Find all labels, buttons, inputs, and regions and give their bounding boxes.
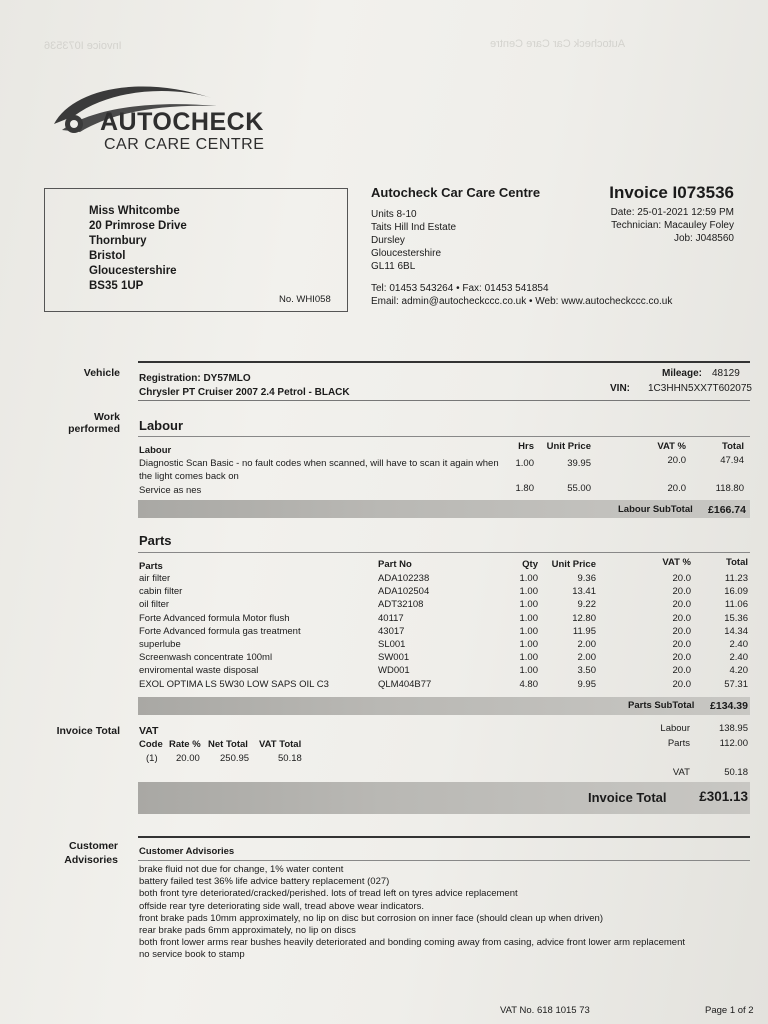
part-number: ADT32108 (378, 599, 424, 611)
logo-subtitle: CAR CARE CENTRE (104, 136, 265, 153)
part-desc: enviromental waste disposal (139, 665, 259, 677)
part-total: 2.40 (729, 639, 748, 650)
vat-row-rate: 20.00 (176, 753, 200, 764)
customer-postcode: BS35 1UP (89, 280, 144, 292)
vat-header-net: Net Total (208, 739, 248, 750)
part-unit-price: 2.00 (577, 639, 596, 650)
divider (138, 836, 750, 838)
advisory-line: battery failed test 36% life advice battery replacement (027) (139, 876, 390, 888)
part-desc: Screenwash concentrate 100ml (139, 652, 273, 664)
customer-name: Miss Whitcombe (89, 205, 180, 217)
parts-subtotal-value: £134.39 (710, 700, 748, 712)
part-number: SW001 (378, 652, 410, 664)
part-unit-price: 2.00 (577, 652, 596, 664)
labour-row-desc-cont: the light comes back on (139, 471, 239, 482)
part-vat: 20.0 (672, 652, 691, 664)
part-total: 4.20 (729, 665, 748, 677)
part-qty: 1.00 (519, 665, 538, 677)
part-desc: cabin filter (139, 586, 183, 598)
labour-row-vat: 20.0 (667, 483, 686, 494)
part-unit-price: 9.22 (577, 599, 596, 611)
parts-total-label: Parts (667, 738, 690, 749)
part-vat: 20.0 (672, 678, 691, 690)
vin-value: 1C3HHN5XX7T602075 (648, 383, 752, 394)
part-qty: 1.00 (519, 599, 538, 611)
labour-row-desc: Service as nes (139, 485, 202, 496)
part-vat: 20.0 (672, 612, 691, 624)
part-qty: 1.00 (519, 612, 538, 624)
labour-row-unit: 55.00 (567, 483, 591, 494)
labour-row-total: 47.94 (720, 455, 744, 466)
part-total: 15.36 (724, 612, 748, 624)
parts-header-partno: Part No (378, 559, 412, 570)
vin-label: VIN: (610, 383, 630, 394)
part-unit-price: 9.95 (577, 678, 596, 690)
part-unit-price: 9.36 (577, 573, 596, 584)
customer-address-line: Gloucestershire (89, 265, 177, 277)
show-through-text: Invoice I073536 (44, 40, 122, 52)
part-desc: air filter (139, 573, 171, 584)
part-vat: 20.0 (672, 639, 691, 650)
labour-header-hrs: Hrs (518, 441, 534, 452)
vat-header-vat: VAT Total (259, 739, 302, 750)
customer-address-line: Thornbury (89, 235, 147, 247)
divider (138, 860, 750, 861)
advisory-line: offside rear tyre deteriorating side wall, tread above wear indicators. (139, 900, 424, 912)
part-unit-price: 13.41 (572, 586, 596, 598)
advisory-line: rear brake pads 6mm approximately, no lip on discs (139, 925, 356, 936)
parts-subtotal-label: Parts SubTotal (628, 700, 695, 711)
company-address-line: Dursley (371, 235, 405, 246)
vehicle-label: Vehicle (83, 367, 120, 379)
parts-total-value: 112.00 (719, 738, 748, 749)
part-total: 14.34 (724, 625, 748, 637)
part-number: 40117 (378, 612, 404, 624)
part-unit-price: 3.50 (577, 665, 596, 677)
part-total: 16.09 (724, 586, 748, 598)
divider (138, 361, 750, 363)
parts-header-unit: Unit Price (551, 559, 596, 570)
part-vat: 20.0 (672, 573, 691, 584)
advisory-line: both front lower arms rear bushes heavily deteriorated and bonding coming away from casing, advice front lower arm replacement (139, 937, 685, 949)
customer-address-line: 20 Primrose Drive (89, 220, 187, 232)
part-total: 2.40 (729, 652, 748, 664)
parts-header-desc: Parts (139, 561, 163, 572)
vat-total-value: 50.18 (724, 767, 748, 778)
advisories-side-label: Advisories (64, 854, 118, 866)
invoice-total-section-label: Invoice Total (56, 725, 120, 737)
divider (138, 436, 750, 437)
labour-section-title: Labour (139, 418, 184, 433)
invoice-technician: Technician: Macauley Foley (611, 220, 734, 231)
part-desc: oil filter (139, 599, 170, 611)
work-performed-label: Work performed (68, 411, 120, 435)
labour-header-total: Total (722, 441, 744, 452)
part-unit-price: 11.95 (572, 625, 596, 637)
part-qty: 1.00 (519, 625, 538, 637)
mileage-label: Mileage: (661, 368, 702, 379)
divider (138, 552, 750, 553)
part-number: 43017 (378, 625, 405, 637)
company-address-line: Taits Hill Ind Estate (371, 222, 457, 233)
advisory-line: both front tyre deteriorated/cracked/perished. lots of tread left on tyres advice replacement (139, 888, 518, 900)
vat-header-rate: Rate % (169, 739, 201, 750)
labour-subtotal-value: £166.74 (708, 504, 746, 516)
company-name: Autocheck Car Care Centre (371, 185, 541, 200)
divider (138, 400, 750, 401)
labour-header-vat: VAT % (657, 441, 686, 452)
vat-header-code: Code (139, 739, 163, 750)
vat-title: VAT (139, 725, 159, 737)
company-contact-phone: Tel: 01453 543264 • Fax: 01453 541854 (371, 283, 549, 294)
advisories-side-label: Customer (68, 840, 118, 852)
part-total: 11.23 (724, 573, 748, 584)
customer-address-line: Bristol (89, 250, 126, 262)
part-vat: 20.0 (672, 599, 691, 611)
part-total: 57.31 (724, 678, 748, 690)
part-vat: 20.0 (672, 665, 691, 677)
vehicle-description: Chrysler PT Cruiser 2007 2.4 Petrol - BLACK (139, 387, 350, 398)
labour-row-hrs: 1.80 (515, 483, 534, 494)
labour-subtotal-label: Labour SubTotal (618, 504, 693, 515)
company-address-line: GL11 6BL (371, 261, 416, 272)
labour-row-vat: 20.0 (667, 455, 686, 466)
part-desc: superlube (139, 639, 181, 650)
parts-section-title: Parts (139, 533, 172, 548)
vat-row-code: (1) (146, 753, 158, 764)
invoice-number: Invoice I073536 (609, 183, 734, 202)
part-vat: 20.0 (672, 625, 691, 637)
company-address-line: Gloucestershire (371, 248, 442, 259)
part-number: QLM404B77 (378, 678, 432, 690)
invoice-total-value: £301.13 (699, 789, 748, 804)
parts-header-total: Total (726, 557, 748, 568)
part-number: ADA102504 (378, 586, 430, 598)
part-qty: 1.00 (519, 639, 538, 650)
company-contact-email: Email: admin@autocheckccc.co.uk • Web: www.autocheckccc.co.uk (371, 296, 673, 307)
vat-total-label: VAT (672, 767, 690, 778)
part-total: 11.06 (724, 599, 748, 611)
part-qty: 4.80 (519, 678, 538, 690)
labour-row-unit: 39.95 (567, 458, 591, 469)
advisory-line: no service book to stamp (139, 949, 245, 961)
advisory-line: brake fluid not due for change, 1% water content (139, 864, 344, 875)
labour-header-desc: Labour (139, 445, 172, 456)
labour-total-label: Labour (660, 723, 690, 734)
part-number: SL001 (378, 639, 406, 650)
labour-row-hrs: 1.00 (515, 458, 534, 469)
logo-wordmark: AUTOCHECK (100, 108, 264, 136)
invoice-job: Job: J048560 (673, 233, 734, 244)
advisory-line: front brake pads 10mm approximately, no lip on disc but corrosion on inner face (should clean up when driven) (139, 912, 603, 924)
show-through-text: Autocheck Car Care Centre (490, 38, 626, 50)
labour-row-desc: Diagnostic Scan Basic - no fault codes when scanned, will have to scan it again when (139, 458, 499, 469)
part-qty: 1.00 (519, 586, 538, 598)
invoice-total-label: Invoice Total (588, 790, 667, 805)
labour-header-unit: Unit Price (546, 441, 591, 452)
vat-number: VAT No. 618 1015 73 (500, 1005, 590, 1016)
page-number: Page 1 of 2 (705, 1005, 754, 1016)
part-vat: 20.0 (672, 586, 691, 598)
vat-row-net: 250.95 (220, 753, 250, 764)
part-qty: 1.00 (519, 573, 538, 584)
customer-number: No. WHI058 (279, 294, 331, 305)
invoice-date: Date: 25-01-2021 12:59 PM (610, 207, 734, 218)
parts-header-vat: VAT % (662, 557, 691, 568)
company-address-line: Units 8-10 (371, 209, 417, 220)
advisories-title: Customer Advisories (139, 846, 235, 857)
part-desc: Forte Advanced formula Motor flush (139, 612, 290, 624)
part-number: WD001 (378, 665, 410, 677)
labour-total-value: 138.95 (718, 723, 748, 734)
part-desc: Forte Advanced formula gas treatment (139, 625, 301, 637)
part-unit-price: 12.80 (572, 612, 596, 624)
vehicle-registration: Registration: DY57MLO (139, 373, 251, 384)
part-number: ADA102238 (378, 573, 430, 584)
part-qty: 1.00 (519, 652, 538, 664)
parts-header-qty: Qty (522, 559, 538, 570)
labour-row-total: 118.80 (715, 483, 744, 494)
part-desc: EXOL OPTIMA LS 5W30 LOW SAPS OIL C3 (139, 678, 329, 690)
vat-row-vat: 50.18 (278, 753, 302, 764)
mileage-value: 48129 (712, 368, 740, 379)
